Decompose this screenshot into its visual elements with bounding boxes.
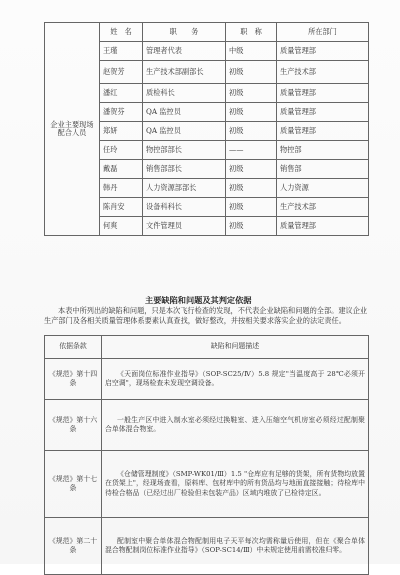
- staff-group-label: 企业主要现场配合人员: [45, 23, 100, 236]
- header-duty: 职 务: [143, 23, 226, 42]
- finding-row: [45, 400, 369, 451]
- finding-basis: 《规范》第十六条: [45, 400, 102, 451]
- staff-dept: 生产技术部: [277, 61, 369, 84]
- staff-name: 戴磊: [100, 160, 143, 179]
- staff-name: 韩丹: [100, 179, 143, 198]
- staff-duty: QA 监控员: [143, 122, 226, 141]
- finding-desc: 《仓储管理制度》（SMP-WK01/Ⅲ）1.5 "仓库应有足够的货架，所有货物均放置在货架上"，经现场查看，原料库、包材库中的所有货品均与地面直接接触；待检库中待检合格品（已经过出厂检验但未包装产品）区域内堆放了已检待定区。: [102, 451, 369, 518]
- staff-dept: 生产技术部: [277, 198, 369, 217]
- staff-duty: 文件管理员: [143, 217, 226, 236]
- staff-duty: 设备科科长: [143, 198, 226, 217]
- header-basis: 依据条款: [45, 336, 102, 359]
- finding-basis: 《规范》第十四条: [45, 359, 102, 400]
- staff-title: 初级: [226, 198, 277, 217]
- section-title: 主要缺陷和问题及其判定依据: [145, 295, 252, 305]
- staff-title: 初级: [226, 122, 277, 141]
- staff-duty: 人力资源部部长: [143, 179, 226, 198]
- staff-duty: 销售部部长: [143, 160, 226, 179]
- header-dept: 所在部门: [277, 23, 369, 42]
- section-intro: 本表中所列出的缺陷和问题，只是本次飞行检查的发现，不代表企业缺陷和问题的全部。建议企业生产部门及各相关质量管理体系要素认真查找，做好整改，并按相关要求落实企业的法定责任。: [44, 306, 368, 325]
- staff-name: 王瑾: [100, 42, 143, 61]
- finding-desc: 配制室中聚合单体混合物配制用电子天平每次均需称量后使用，但在《聚合单体混合物配制岗位标准作业指导》（SOP-SC14/Ⅲ）中未规定使用前需校准归零。: [102, 518, 369, 575]
- staff-duty: 质检科长: [143, 84, 226, 103]
- staff-duty: 生产技术部副部长: [143, 61, 226, 84]
- findings-table: [44, 335, 369, 575]
- staff-title: 初级: [226, 84, 277, 103]
- staff-title: 初级: [226, 160, 277, 179]
- header-desc: 缺陷和问题描述: [102, 336, 369, 359]
- staff-dept: 质量管理部: [277, 103, 369, 122]
- finding-basis: 《规范》第二十条: [45, 518, 102, 575]
- staff-table: [44, 22, 369, 236]
- staff-name: 潘红: [100, 84, 143, 103]
- header-name: 姓 名: [100, 23, 143, 42]
- finding-row: [45, 518, 369, 575]
- staff-title: 初级: [226, 179, 277, 198]
- staff-title: 初级: [226, 61, 277, 84]
- staff-name: 何爽: [100, 217, 143, 236]
- staff-name: 陈肖安: [100, 198, 143, 217]
- finding-row: [45, 359, 369, 400]
- staff-dept: 人力资源: [277, 179, 369, 198]
- staff-title: 中级: [226, 42, 277, 61]
- staff-name: 郑妍: [100, 122, 143, 141]
- staff-dept: 质量管理部: [277, 122, 369, 141]
- staff-duty: 物控部部长: [143, 141, 226, 160]
- staff-header-row: [45, 23, 369, 42]
- staff-name: 任玲: [100, 141, 143, 160]
- staff-dept: 物控部: [277, 141, 369, 160]
- staff-title: 初级: [226, 103, 277, 122]
- finding-basis: 《规范》第十七条: [45, 451, 102, 518]
- finding-desc: 一般生产区中进入制水室必须经过换鞋室、进入压缩空气机房室必须经过配制聚合单体混合物室。: [102, 400, 369, 451]
- findings-header-row: [45, 336, 369, 359]
- finding-desc: 《天面岗位标准作业指导》（SOP-SC25/Ⅳ）5.8 规定"当温度高于 28℃必须开启空调"，现场检查未发现空调设备。: [102, 359, 369, 400]
- staff-title: 初级: [226, 217, 277, 236]
- staff-dept: 销售部: [277, 160, 369, 179]
- staff-dept: 质量管理部: [277, 217, 369, 236]
- staff-dept: 质量管理部: [277, 42, 369, 61]
- staff-duty: 管理者代表: [143, 42, 226, 61]
- staff-title: ——: [226, 141, 277, 160]
- header-title: 职 称: [226, 23, 277, 42]
- staff-dept: 质量管理部: [277, 84, 369, 103]
- staff-duty: QA 监控员: [143, 103, 226, 122]
- staff-name: 潘贺芬: [100, 103, 143, 122]
- finding-row: [45, 451, 369, 518]
- staff-name: 赵贺芳: [100, 61, 143, 84]
